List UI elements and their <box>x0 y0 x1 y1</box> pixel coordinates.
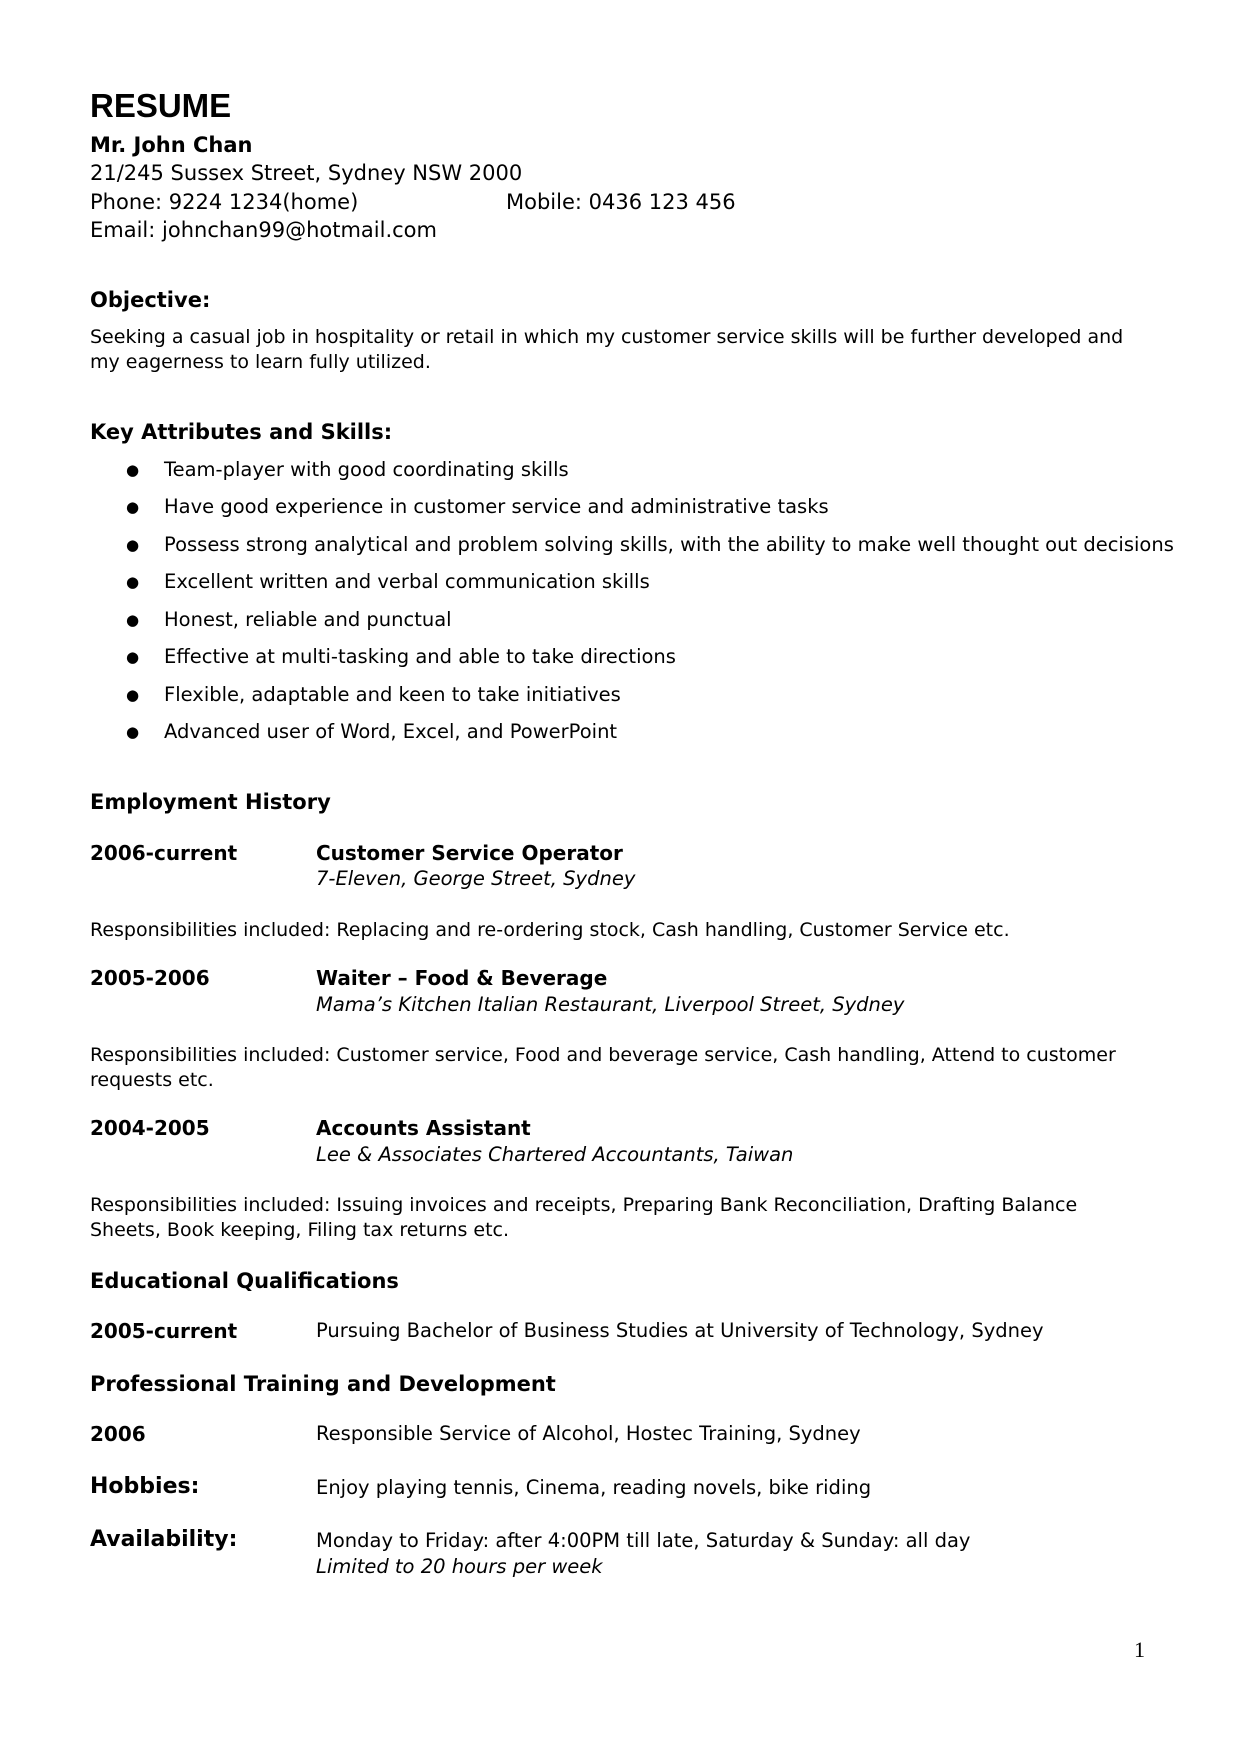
skill-text: Effective at multi-tasking and able to take directions <box>164 645 676 668</box>
skill-text: Team-player with good coordinating skills <box>164 458 569 481</box>
bullet-icon: ● <box>126 686 140 704</box>
bullet-icon: ● <box>126 648 140 666</box>
bullet-icon: ● <box>126 461 140 479</box>
bullet-icon: ● <box>126 611 140 629</box>
training-heading: Professional Training and Development <box>90 1372 556 1396</box>
skill-text: Possess strong analytical and problem solving skills, with the ability to make well thought out decisions <box>164 533 1174 556</box>
job-title: Accounts Assistant <box>316 1116 531 1140</box>
skill-text: Advanced user of Word, Excel, and PowerPoint <box>164 720 618 743</box>
training-text: Responsible Service of Alcohol, Hostec Training, Sydney <box>316 1422 861 1445</box>
mobile-line: Mobile: 0436 123 456 <box>506 190 736 214</box>
skills-heading: Key Attributes and Skills: <box>90 420 393 444</box>
bullet-icon: ● <box>126 573 140 591</box>
bullet-icon: ● <box>126 723 140 741</box>
email-line: Email: johnchan99@hotmail.com <box>90 218 437 242</box>
skill-text: Excellent written and verbal communication skills <box>164 570 650 593</box>
job-responsibilities: Responsibilities included: Issuing invoices and receipts, Preparing Bank Reconciliation, Drafting Balance Sheets, Book keeping, Filing tax returns etc. <box>90 1194 1078 1241</box>
page-number: 1 <box>1134 1637 1145 1662</box>
skill-text: Flexible, adaptable and keen to take initiatives <box>164 683 621 706</box>
resume-title: RESUME <box>90 87 232 124</box>
job-place: Mama’s Kitchen Italian Restaurant, Liverpool Street, Sydney <box>316 993 905 1016</box>
bullet-icon: ● <box>126 536 140 554</box>
skill-item <box>126 607 452 633</box>
skill-item <box>126 644 676 670</box>
phone-line: Phone: 9224 1234(home) <box>90 190 359 214</box>
objective-text: Seeking a casual job in hospitality or retail in which my customer service skills will be further developed and my eagerness to learn fully utilized. <box>90 326 1124 373</box>
job-title: Waiter – Food & Beverage <box>316 966 608 990</box>
availability-text: Monday to Friday: after 4:00PM till late, Saturday & Sunday: all day <box>316 1529 971 1552</box>
job-dates: 2006-current <box>90 841 238 865</box>
job-dates: 2005-2006 <box>90 966 210 990</box>
job-title: Customer Service Operator <box>316 841 623 865</box>
skill-item <box>126 682 621 708</box>
address-line: 21/245 Sussex Street, Sydney NSW 2000 <box>90 161 523 185</box>
job-responsibilities: Responsibilities included: Customer service, Food and beverage service, Cash handling, Attend to customer requests etc. <box>90 1044 1116 1091</box>
skill-text: Have good experience in customer service and administrative tasks <box>164 495 829 518</box>
skill-item <box>126 494 829 520</box>
education-dates: 2005-current <box>90 1319 238 1343</box>
bullet-icon: ● <box>126 498 140 516</box>
employment-heading: Employment History <box>90 790 331 814</box>
skill-item <box>126 457 569 483</box>
availability-note: Limited to 20 hours per week <box>316 1555 603 1578</box>
objective-heading: Objective: <box>90 288 211 312</box>
skill-text: Honest, reliable and punctual <box>164 608 452 631</box>
skill-item <box>126 569 650 595</box>
availability-heading: Availability: <box>90 1527 238 1552</box>
skill-item <box>126 719 617 745</box>
job-responsibilities: Responsibilities included: Replacing and re-ordering stock, Cash handling, Customer Service etc. <box>90 919 1010 941</box>
education-text: Pursuing Bachelor of Business Studies at University of Technology, Sydney <box>316 1319 1044 1342</box>
job-dates: 2004-2005 <box>90 1116 210 1140</box>
candidate-name: Mr. John Chan <box>90 133 253 157</box>
skill-item <box>126 532 1174 558</box>
hobbies-text: Enjoy playing tennis, Cinema, reading novels, bike riding <box>316 1476 872 1499</box>
hobbies-heading: Hobbies: <box>90 1474 200 1499</box>
education-heading: Educational Qualifications <box>90 1269 399 1293</box>
job-place: 7-Eleven, George Street, Sydney <box>316 867 636 890</box>
training-dates: 2006 <box>90 1422 146 1446</box>
job-place: Lee & Associates Chartered Accountants, Taiwan <box>316 1143 794 1166</box>
